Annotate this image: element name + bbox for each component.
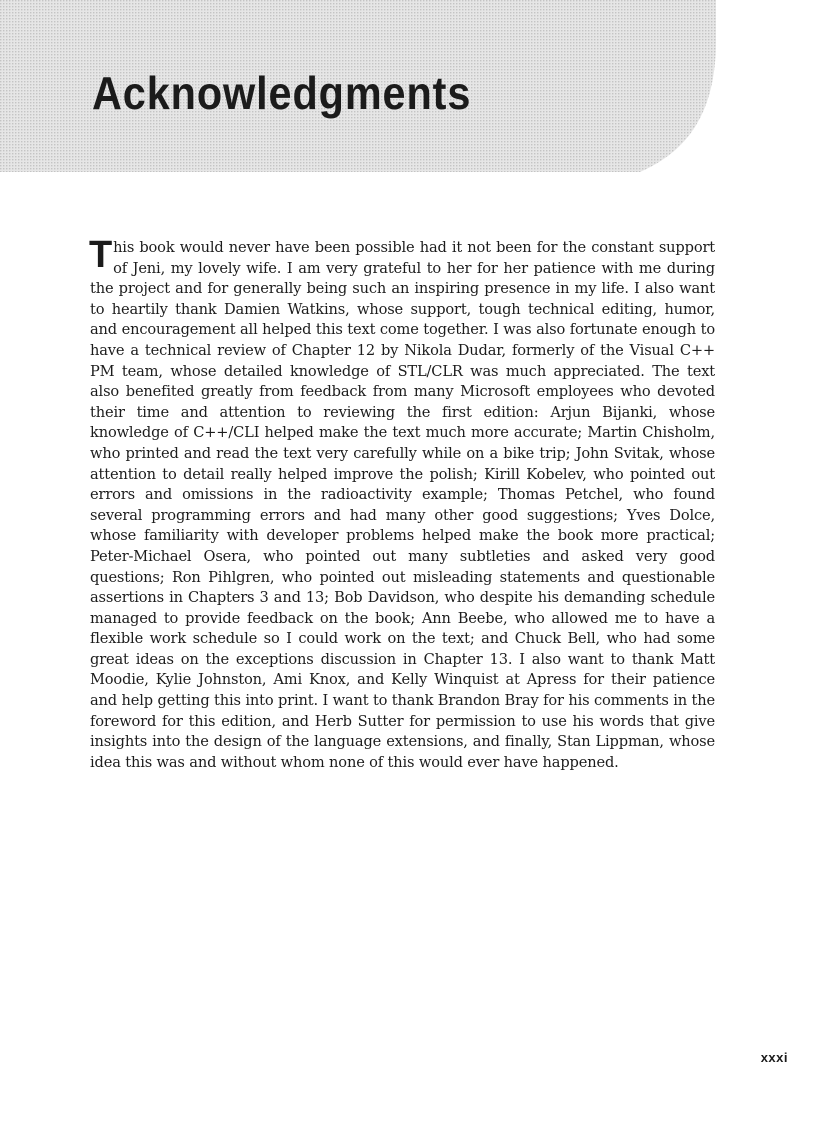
- drop-cap: T: [89, 234, 113, 276]
- paragraph-text: his book would never have been possible had it not been for the constant support of Jeni, my lovely wife. I am very grateful to her for her patience with me during the project and for generally being such an inspiring presence in my life. I also want to heartily thank Damien Watkins, whose support, tough technical editing, humor, and encouragement all helped this text come together. I was also fortunate enough to have a technical review of Chapter 12 by Nikola Dudar, formerly of the Visual C++ PM team, whose detailed knowledge of STL/CLR was much appreciated. The text also benefited greatly from feedback from many Microsoft employees who devoted their time and attention to reviewing the first edition: Arjun Bijanki, whose knowledge of C++/CLI helped make the text much more accurate; Martin Chisholm, who printed and read the text very carefully while on a bike trip; John Svitak, whose attention to detail really helped improve the polish; Kirill Kobelev, who pointed out errors and omissions in the radioactivity example; Thomas Petchel, who found several programming errors and had many other good suggestions; Yves Dolce, whose familiarity with developer problems helped make the book more practical; Peter-Michael Osera, who pointed out many subtleties and asked very good questions; Ron Pihlgren, who pointed out misleading statements and questionable assertions in Chapters 3 and 13; Bob Davidson, who despite his demanding schedule managed to provide feedback on the book; Ann Beebe, who allowed me to have a flexible work schedule so I could work on the text; and Chuck Bell, who had some great ideas on the exceptions discussion in Chapter 13. I also want to thank Matt Moodie, Kylie Johnston, Ami Knox, and Kelly Winquist at Apress for their patience and help getting this into print. I want to thank Brandon Bray for his comments in the foreword for this edition, and Herb Sutter for permission to use his words that give insights into the design of the language extensions, and finally, Stan Lippman, whose idea this was and without whom none of this would ever have happened.: [90, 239, 715, 771]
- page-number: xxxi: [760, 1050, 788, 1065]
- acknowledgments-paragraph: [89, 234, 715, 773]
- page-title: Acknowledgments: [92, 67, 472, 119]
